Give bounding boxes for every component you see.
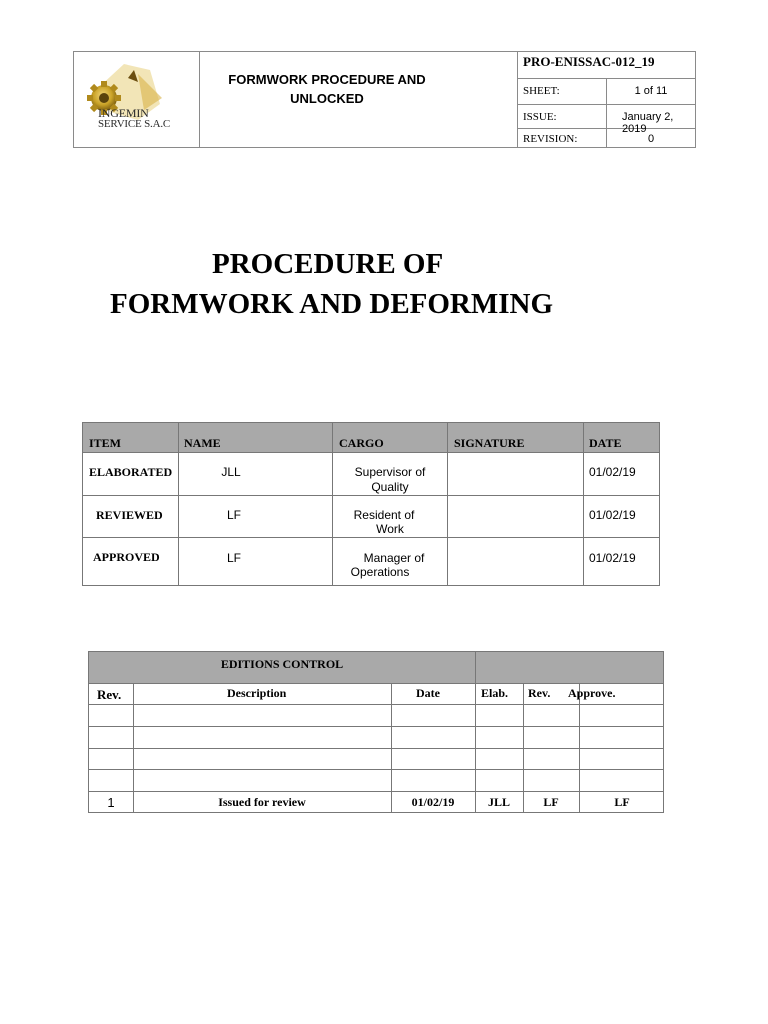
row-date: 01/02/19 [589,551,636,565]
row-item-elaborated: ELABORATED [89,465,173,479]
divider [517,104,695,105]
row-date: 01/02/19 [589,465,636,479]
document-short-title: FORMWORK PROCEDURE AND UNLOCKED [228,72,426,106]
column-header-description: Description [227,686,287,700]
row-item-reviewed: REVIEWED [96,508,163,522]
divider [332,423,333,585]
edition-date: 01/02/19 [411,795,455,809]
logo-text: SERVICE S.A.C [98,118,171,130]
row-cargo: Operations [350,565,410,579]
logo-text: INGEMIN [98,106,149,120]
revision-value: 0 [647,133,655,145]
divider [89,748,663,749]
issue-value: January 2, 2019 [622,111,674,135]
divider [517,52,518,147]
column-header-approve: Approve. [568,686,616,700]
divider [583,423,584,585]
divider [517,78,695,79]
divider [83,452,659,453]
approval-table [82,422,660,586]
divider [83,537,659,538]
edition-reviewer: LF [543,795,559,809]
row-name: JLL [221,465,241,479]
divider [89,726,663,727]
row-cargo: Work [376,522,404,536]
column-header-date: Date [416,686,440,700]
main-title-line1: PROCEDURE OF [212,248,444,280]
row-name: LF [226,508,241,522]
column-header-cargo: CARGO [339,436,384,450]
divider [199,52,200,147]
column-header-reviewer: Rev. [528,686,551,700]
row-date: 01/02/19 [589,508,636,522]
editions-control-table [88,651,664,813]
revision-label: REVISION: [523,133,578,145]
divider [89,704,663,705]
edition-elab: JLL [487,795,510,809]
row-item-approved: APPROVED [93,550,160,564]
edition-rev: 1 [107,795,115,810]
document-code: PRO-ENISSAC-012_19 [523,54,655,69]
edition-approve: LF [614,795,630,809]
column-header-item: ITEM [89,436,122,450]
company-logo [80,60,198,142]
sheet-label: SHEET: [523,85,560,97]
row-cargo: Resident of [353,508,415,522]
divider [89,791,663,792]
column-header-date: DATE [589,436,622,450]
column-header-elab: Elab. [481,686,509,700]
divider [89,769,663,770]
row-cargo: Quality [371,480,409,494]
column-header-rev: Rev. [97,687,122,702]
issue-label: ISSUE: [523,111,557,123]
divider [89,683,663,684]
sheet-value: 1 of 11 [634,85,668,97]
row-name: LF [226,551,241,565]
main-title-line2: FORMWORK AND DEFORMING [110,288,554,320]
edition-description: Issued for review [218,795,306,809]
row-cargo: Supervisor of [354,465,426,479]
divider [83,495,659,496]
column-header-name: NAME [184,436,221,450]
document-header [73,51,696,148]
divider [475,652,476,812]
editions-control-title: EDITIONS CONTROL [220,657,344,671]
row-cargo: Manager of [363,551,425,565]
column-header-signature: SIGNATURE [454,436,525,450]
